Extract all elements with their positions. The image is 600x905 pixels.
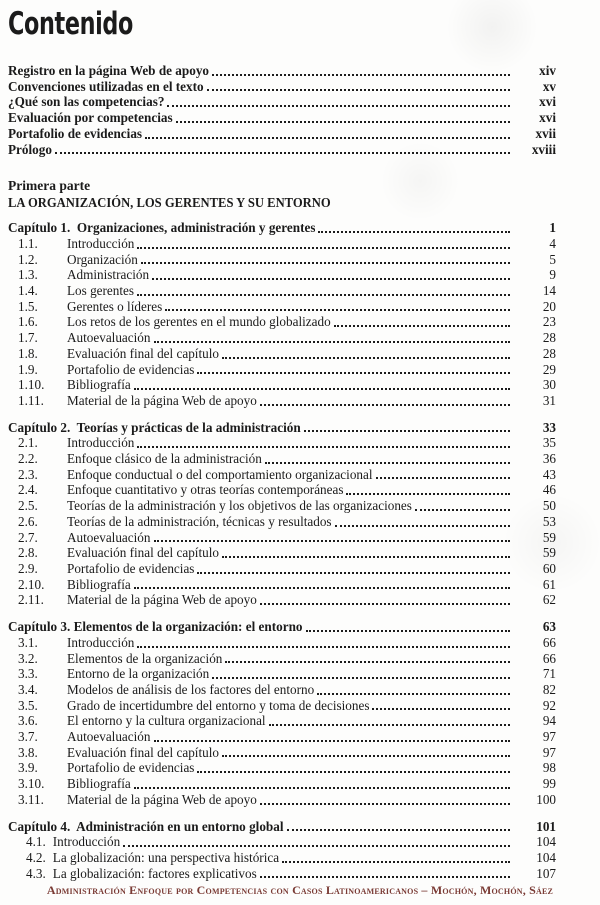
toc-entry-page-number: 1 <box>549 220 556 236</box>
toc-entry-number: 3.1. <box>18 634 38 650</box>
toc-entry-page-number: xv <box>542 78 556 94</box>
part-heading <box>8 177 556 212</box>
toc-entry-number: 1.3. <box>18 267 38 283</box>
toc-entry-title: Enfoque clásico de la administración <box>67 451 262 467</box>
toc-entry-number: 1.8. <box>18 345 38 361</box>
chapter-block <box>8 819 556 882</box>
section-entry <box>8 545 556 561</box>
dot-leader <box>137 646 510 648</box>
section-entry <box>8 330 556 346</box>
section-entry <box>8 314 556 330</box>
toc-entry-title: Los retos de los gerentes en el mundo globalizado <box>67 314 331 330</box>
dot-leader <box>145 137 510 139</box>
toc-entry-title: Capítulo 3. Elementos de la organización: el entorno <box>8 619 303 635</box>
toc-entry-number: 2.3. <box>18 466 38 482</box>
section-entry <box>8 498 556 514</box>
section-entry <box>8 866 556 882</box>
page-title: Contenido <box>8 6 134 42</box>
toc-entry-page-number: 23 <box>542 314 556 330</box>
dot-leader <box>134 388 510 390</box>
dot-leader <box>260 876 510 878</box>
dot-leader <box>212 677 510 679</box>
toc-entry-title: Registro en la página Web de apoyo <box>8 63 210 78</box>
toc-entry-page-number: 99 <box>542 776 556 792</box>
toc-entry-number: 3.4. <box>18 681 38 697</box>
section-entry <box>8 577 556 593</box>
toc-entry-title: Autoevaluación <box>67 729 151 745</box>
section-entry <box>8 776 556 792</box>
section-entry <box>8 377 556 393</box>
front-matter-list <box>8 63 556 157</box>
section-entry <box>8 698 556 714</box>
section-entry <box>8 792 556 808</box>
dot-leader <box>372 708 510 710</box>
section-entry <box>8 745 556 761</box>
footer-running-title: Administración Enfoque por Competencias con Casos Latinoamericanos – Mochón, Mochón, Sáez <box>46 883 554 897</box>
dot-leader <box>222 755 510 757</box>
dot-leader <box>317 693 510 695</box>
toc-entry-title: ¿Qué son las competencias? <box>8 94 165 110</box>
toc-entry-title: Los gerentes <box>67 283 135 299</box>
toc-entry-page-number: 14 <box>542 283 556 299</box>
section-entry <box>8 482 556 498</box>
toc-entry-page-number: 104 <box>536 834 556 850</box>
section-entry <box>8 451 556 467</box>
dot-leader <box>123 845 510 847</box>
toc-entry-number: 2.8. <box>18 545 38 561</box>
section-entry <box>8 267 556 283</box>
toc-entry-page-number: 30 <box>542 377 556 393</box>
dot-leader <box>335 525 510 527</box>
toc-entry-number: 1.11. <box>18 392 44 408</box>
toc-entry-number: 1.10. <box>18 377 45 393</box>
part-title-line <box>8 194 556 212</box>
toc-entry-page-number: 101 <box>536 818 556 834</box>
chapter-heading <box>8 619 556 635</box>
section-entry <box>8 299 556 315</box>
toc-entry-number: 4.2. <box>26 849 46 865</box>
toc-entry-title: Material de la página Web de apoyo <box>67 392 257 408</box>
toc-entry-page-number: 35 <box>542 435 556 451</box>
toc-entry-number: 3.2. <box>18 650 38 666</box>
toc-entry-title: Introducción <box>67 634 135 650</box>
toc-entry-title: El entorno y la cultura organizacional <box>67 713 266 729</box>
toc-entry-number: 1.1. <box>18 235 38 251</box>
toc-entry-title: Evaluación final del capítulo <box>67 345 219 361</box>
dot-leader <box>134 787 510 789</box>
toc-entry-page-number: 63 <box>542 619 556 635</box>
toc-entry-title: Grado de incertidumbre del entorno y toma de decisiones <box>67 697 370 713</box>
toc-entry-page-number: 20 <box>542 298 556 314</box>
toc-entry-title: Evaluación por competencias <box>8 110 173 126</box>
front-matter-entry <box>8 110 556 126</box>
toc-entry-title: Capítulo 1. Organizaciones, administración y gerentes <box>8 220 316 236</box>
dot-leader <box>225 661 510 663</box>
toc-entry-title: Elementos de la organización <box>67 650 223 666</box>
dot-leader <box>55 152 510 154</box>
front-matter-entry <box>8 94 556 110</box>
section-entry <box>8 435 556 451</box>
chapter-heading <box>8 819 556 835</box>
toc-entry-page-number: 59 <box>542 545 556 561</box>
dot-leader <box>260 404 510 406</box>
toc-entry-number: 3.10. <box>18 776 45 792</box>
toc-entry-title: La globalización: factores explicativos <box>52 865 257 881</box>
toc-entry-number: 2.10. <box>18 576 45 592</box>
dot-leader <box>287 829 510 831</box>
toc-entry-page-number: 9 <box>549 267 556 283</box>
toc-entry-number: 3.6. <box>18 713 38 729</box>
toc-entry-number: 3.7. <box>18 729 38 745</box>
dot-leader <box>167 105 510 107</box>
dot-leader <box>154 540 511 542</box>
toc-entry-title: Capítulo 2. Teorías y prácticas de la administración <box>8 419 301 435</box>
toc-entry-title: Gerentes o líderes <box>67 298 163 314</box>
toc-entry-page-number: 100 <box>536 791 556 807</box>
toc-entry-title: Autoevaluación <box>67 529 151 545</box>
toc-entry-title: Autoevaluación <box>67 330 151 346</box>
chapter-block <box>8 220 556 408</box>
dot-leader <box>265 462 510 464</box>
toc-entry-number: 1.4. <box>18 283 38 299</box>
dot-leader <box>197 372 510 374</box>
dot-leader <box>306 630 510 632</box>
toc-entry-number: 2.2. <box>18 451 38 467</box>
front-matter-entry <box>8 126 556 142</box>
toc-entry-number: 4.1. <box>26 834 46 850</box>
toc-entry-page-number: 4 <box>549 235 556 251</box>
toc-entry-page-number: 33 <box>542 419 556 435</box>
dot-leader <box>282 861 510 863</box>
section-entry <box>8 362 556 378</box>
dot-leader <box>376 477 510 479</box>
toc-entry-number: 3.8. <box>18 744 38 760</box>
toc-entry-page-number: 50 <box>542 498 556 514</box>
toc-entry-number: 4.3. <box>26 865 46 881</box>
toc-entry-page-number: 29 <box>542 361 556 377</box>
toc-entry-page-number: 43 <box>542 466 556 482</box>
toc-entry-page-number: xvi <box>539 110 556 126</box>
dot-leader <box>165 309 510 311</box>
dot-leader <box>346 493 510 495</box>
chapter-block <box>8 420 556 608</box>
toc-entry-page-number: 62 <box>542 592 556 608</box>
section-entry <box>8 850 556 866</box>
toc-entry-page-number: 66 <box>542 650 556 666</box>
toc-entry-title: Bibliografía <box>67 377 131 393</box>
chapter-heading <box>8 420 556 436</box>
dot-leader <box>197 572 510 574</box>
dot-leader <box>212 74 510 76</box>
toc-entry-title: Enfoque cuantitativo y otras teorías contemporáneas <box>67 482 344 498</box>
toc-entry-page-number: 46 <box>542 482 556 498</box>
dot-leader <box>334 325 510 327</box>
toc-entry-page-number: 92 <box>542 697 556 713</box>
toc-entry-title: Capítulo 4. Administración en un entorno global <box>8 818 284 834</box>
dot-leader <box>141 262 510 264</box>
toc-entry-title: Introducción <box>67 235 135 251</box>
toc-entry-title: Modelos de análisis de los factores del entorno <box>67 681 315 697</box>
front-matter-entry <box>8 79 556 95</box>
toc-entry-page-number: 71 <box>542 666 556 682</box>
toc-entry-title: Teorías de la administración y los objetivos de las organizaciones <box>67 498 412 514</box>
toc-entry-page-number: 60 <box>542 560 556 576</box>
chapter-heading <box>8 220 556 236</box>
section-entry <box>8 514 556 530</box>
dot-leader <box>222 556 510 558</box>
toc-entry-title: Introducción <box>67 435 135 451</box>
dot-leader <box>137 294 510 296</box>
toc-entry-page-number: 36 <box>542 451 556 467</box>
toc-entry-page-number: xiv <box>539 63 556 78</box>
dot-leader <box>269 724 510 726</box>
toc-entry-number: 1.5. <box>18 298 38 314</box>
section-entry <box>8 530 556 546</box>
toc-entry-title: La globalización: una perspectiva histórica <box>52 849 280 865</box>
toc-entry-page-number: 59 <box>542 529 556 545</box>
toc-entry-title: Enfoque conductual o del comportamiento organizacional <box>67 466 373 482</box>
toc-entry-title: Administración <box>67 267 150 283</box>
dot-leader <box>176 121 510 123</box>
toc-entry-number: 3.11. <box>18 791 44 807</box>
chapter-list <box>8 220 556 881</box>
toc-entry-number: 1.9. <box>18 361 38 377</box>
chapter-block <box>8 619 556 807</box>
toc-entry-page-number: 94 <box>542 713 556 729</box>
toc-entry-page-number: 97 <box>542 744 556 760</box>
toc-entry-number: 3.5. <box>18 697 38 713</box>
toc-entry-page-number: 61 <box>542 576 556 592</box>
toc-entry-page-number: 104 <box>536 849 556 865</box>
front-matter-entry <box>8 63 556 79</box>
section-entry <box>8 635 556 651</box>
section-entry <box>8 346 556 362</box>
section-entry <box>8 283 556 299</box>
section-entry <box>8 592 556 608</box>
toc-entry-page-number: xvi <box>539 94 556 110</box>
section-entry <box>8 760 556 776</box>
toc-entry-number: 3.3. <box>18 666 38 682</box>
section-entry <box>8 651 556 667</box>
toc-entry-title: Material de la página Web de apoyo <box>67 791 257 807</box>
toc-entry-page-number: 5 <box>549 251 556 267</box>
toc-entry-page-number: 31 <box>542 392 556 408</box>
part-kicker: Primera parte <box>8 178 91 194</box>
toc-entry-page-number: 107 <box>536 865 556 881</box>
section-entry <box>8 729 556 745</box>
section-entry <box>8 713 556 729</box>
front-matter-entry <box>8 142 556 158</box>
dot-leader <box>152 278 510 280</box>
toc-entry-page-number: 98 <box>542 760 556 776</box>
part-title: LA ORGANIZACIÓN, LOS GERENTES Y SU ENTORNO <box>8 196 331 212</box>
toc-entry-page-number: 97 <box>542 729 556 745</box>
dot-leader <box>318 231 510 233</box>
toc-entry-title: Portafolio de evidencias <box>8 125 143 141</box>
dot-leader <box>304 430 510 432</box>
toc-entry-page-number: xvii <box>535 125 556 141</box>
toc-entry-number: 2.9. <box>18 560 38 576</box>
toc-entry-number: 2.7. <box>18 529 38 545</box>
dot-leader <box>134 587 510 589</box>
toc-entry-title: Bibliografía <box>67 576 131 592</box>
toc-entry-title: Portafolio de evidencias <box>67 760 195 776</box>
dot-leader <box>260 603 510 605</box>
toc-entry-number: 2.4. <box>18 482 38 498</box>
section-entry <box>8 393 556 409</box>
dot-leader <box>154 740 511 742</box>
section-entry <box>8 666 556 682</box>
toc-entry-title: Portafolio de evidencias <box>67 560 195 576</box>
toc-entry-title: Entorno de la organización <box>67 666 210 682</box>
dot-leader <box>207 89 510 91</box>
dot-leader <box>260 803 510 805</box>
toc-entry-number: 2.1. <box>18 435 38 451</box>
toc-entry-page-number: 28 <box>542 330 556 346</box>
toc-entry-title: Evaluación final del capítulo <box>67 744 219 760</box>
toc-entry-title: Convenciones utilizadas en el texto <box>8 78 204 94</box>
toc-entry-title: Introducción <box>52 834 121 850</box>
dot-leader <box>154 341 511 343</box>
toc-entry-number: 1.6. <box>18 314 38 330</box>
section-entry <box>8 252 556 268</box>
toc-entry-number: 1.2. <box>18 251 38 267</box>
section-entry <box>8 561 556 577</box>
toc-entry-number: 2.5. <box>18 498 38 514</box>
dot-leader <box>197 771 510 773</box>
toc-entry-title: Material de la página Web de apoyo <box>67 592 257 608</box>
toc-entry-page-number: 53 <box>542 513 556 529</box>
toc-entry-page-number: 28 <box>542 345 556 361</box>
toc-entry-title: Organización <box>67 251 138 267</box>
section-entry <box>8 236 556 252</box>
toc-entry-page-number: xviii <box>531 141 556 157</box>
toc-entry-number: 2.6. <box>18 513 38 529</box>
section-entry <box>8 834 556 850</box>
dot-leader <box>137 446 510 448</box>
dot-leader <box>222 357 510 359</box>
toc-entry-number: 3.9. <box>18 760 38 776</box>
dot-leader <box>415 509 510 511</box>
toc-entry-number: 1.7. <box>18 330 38 346</box>
toc-entry-number: 2.11. <box>18 592 44 608</box>
toc-entry-title: Evaluación final del capítulo <box>67 545 219 561</box>
section-entry <box>8 467 556 483</box>
dot-leader <box>137 247 510 249</box>
toc-entry-page-number: 82 <box>542 681 556 697</box>
toc-entry-title: Teorías de la administración, técnicas y resultados <box>67 513 332 529</box>
toc-entry-title: Portafolio de evidencias <box>67 361 195 377</box>
toc-entry-page-number: 66 <box>542 634 556 650</box>
toc-entry-title: Bibliografía <box>67 776 131 792</box>
section-entry <box>8 682 556 698</box>
toc-entry-title: Prólogo <box>8 141 52 157</box>
